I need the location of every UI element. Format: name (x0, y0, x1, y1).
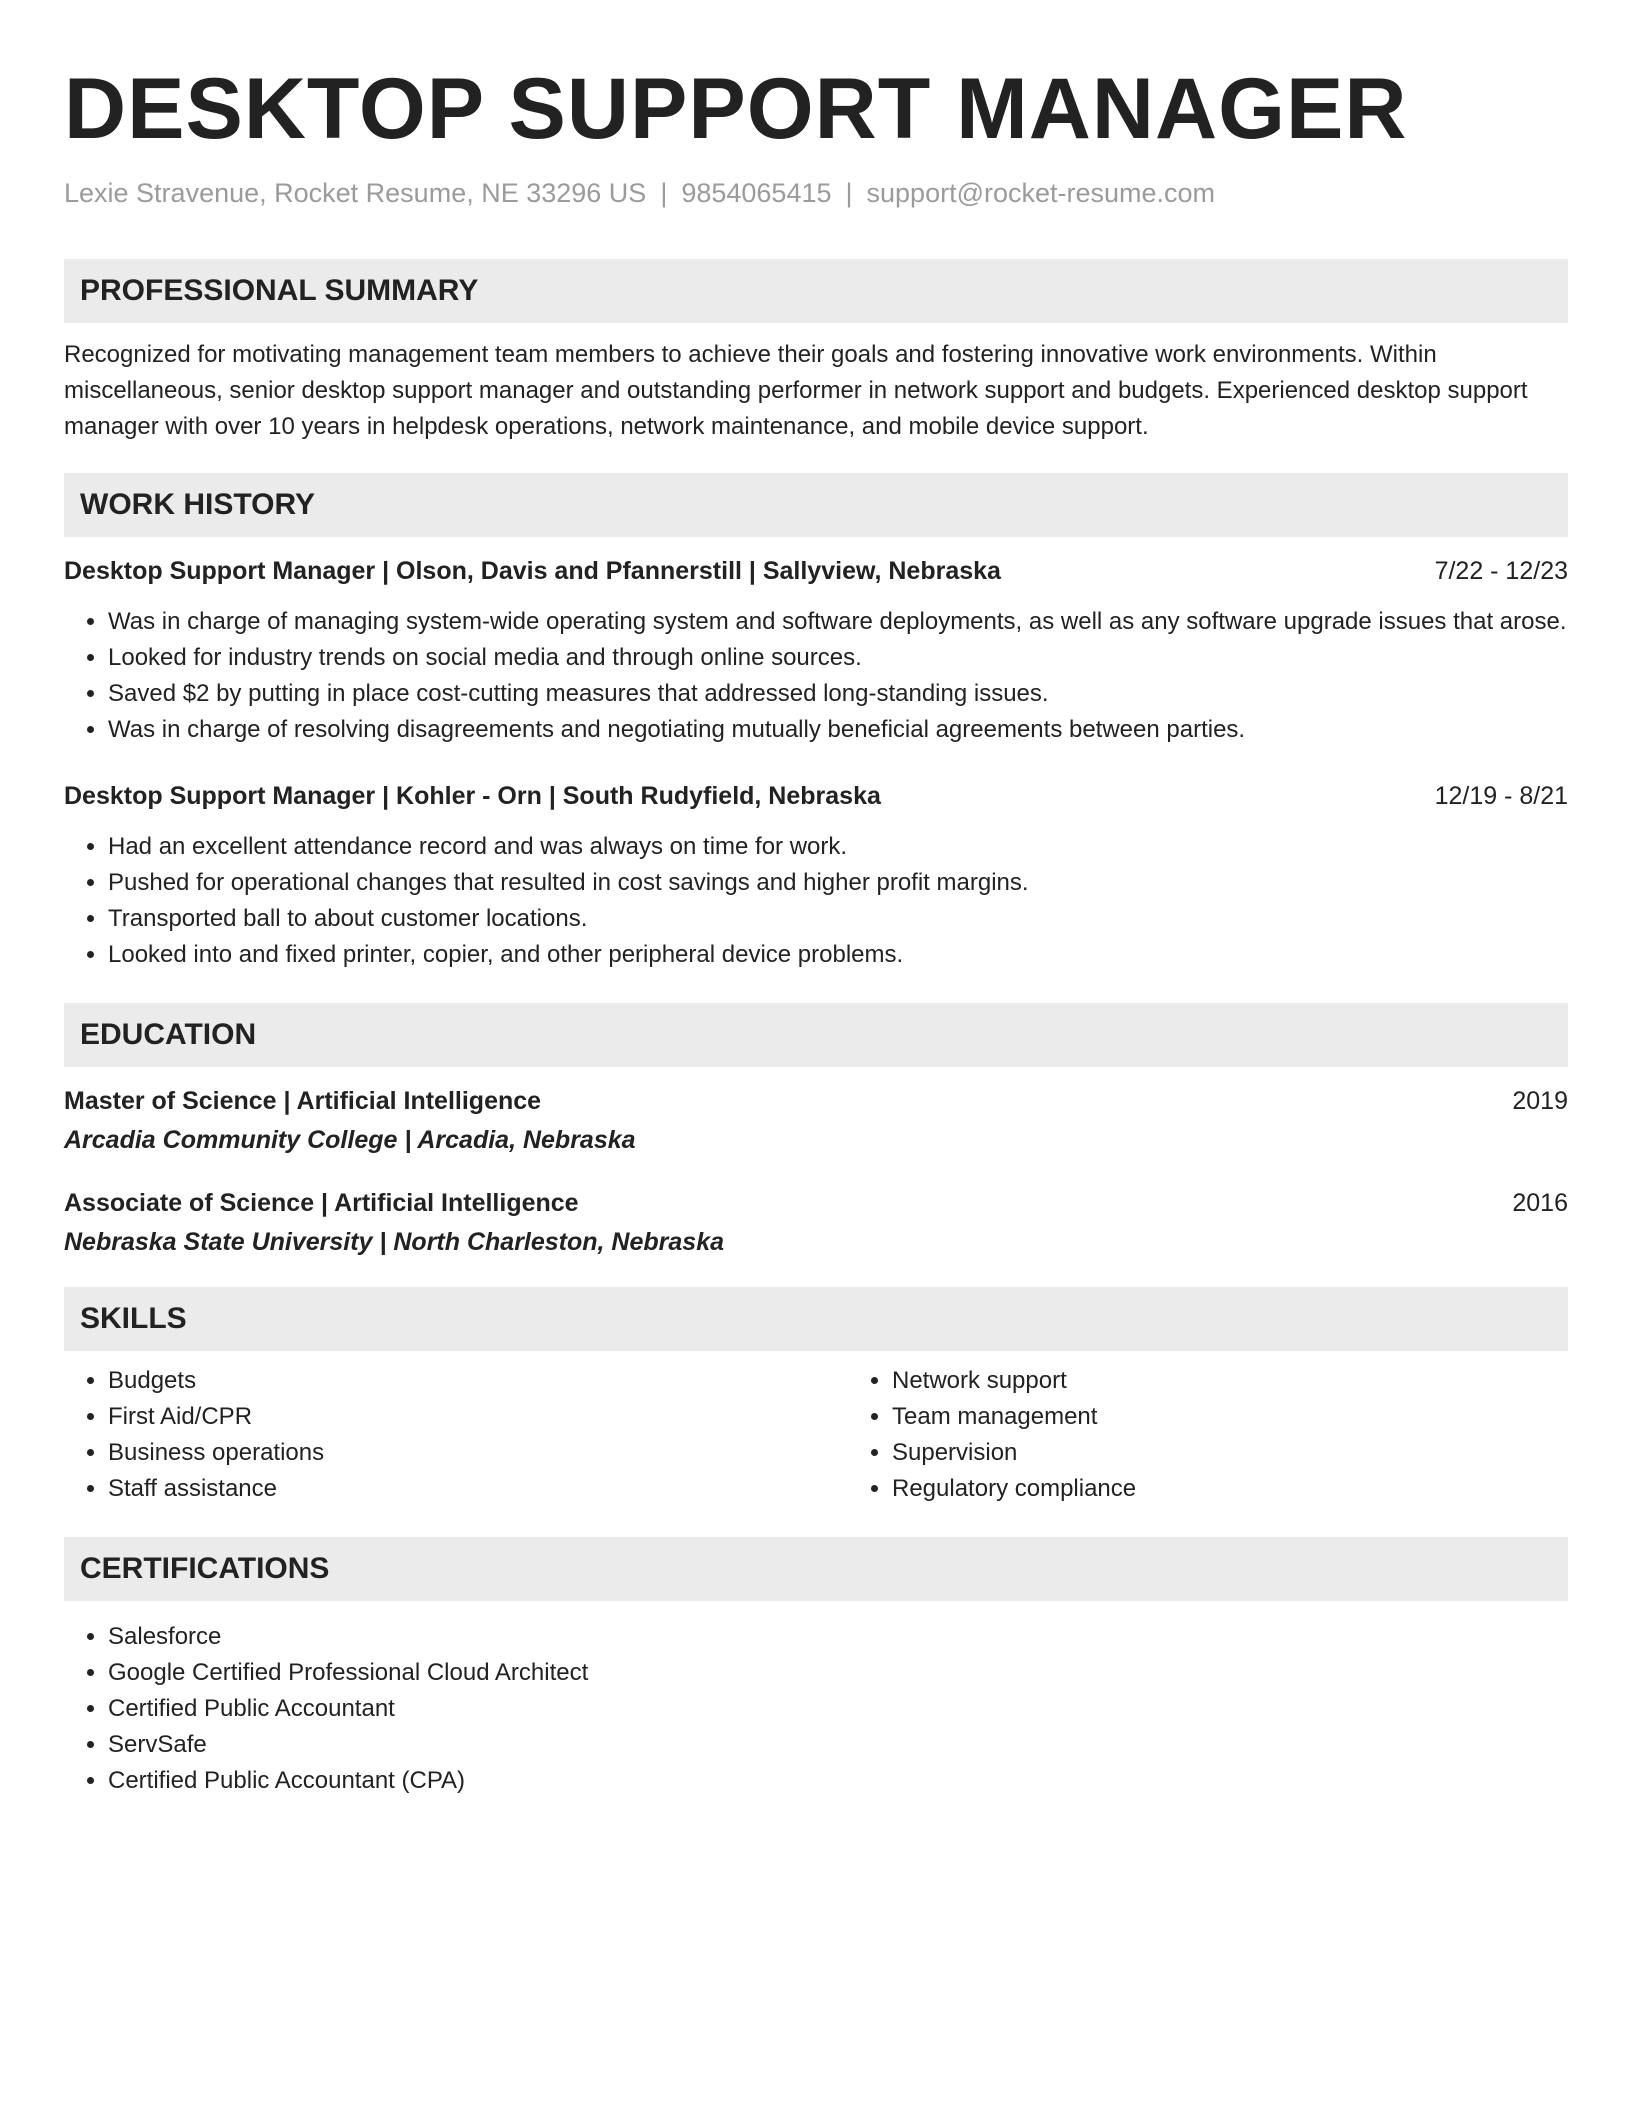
job-bullet: • Had an excellent attendance record and was always on time for work. (108, 829, 1568, 865)
contact-separator: | (845, 178, 853, 208)
summary-text: Recognized for motivating management team members to achieve their goals and fostering innovative work environments. Within miscellaneous, senior desktop support manager and outstanding performer in network support and budgets. Experienced desktop support manager with over 10 years in helpdesk operations, network maintenance, and mobile device support. (64, 341, 1528, 440)
skills-columns (64, 1351, 1568, 1507)
job-title: Desktop Support Manager | Olson, Davis and Pfannerstill | Sallyview, Nebraska (64, 557, 1001, 585)
job-bullet: • Looked into and fixed printer, copier, and other peripheral device problems. (108, 937, 1568, 973)
skill-item: • Business operations (108, 1435, 848, 1471)
education-degree: Master of Science | Artificial Intelligence (64, 1087, 542, 1115)
job-bullet: • Was in charge of managing system-wide operating system and software deployments, as well as any software upgrade issues that arose. (108, 604, 1568, 640)
certification-item: • Google Certified Professional Cloud Architect (108, 1655, 1568, 1691)
job-header (64, 557, 1568, 586)
job-dates: 12/19 - 8/21 (1434, 782, 1568, 810)
skill-item: • Staff assistance (108, 1471, 848, 1507)
resume-title: DESKTOP SUPPORT MANAGER (64, 61, 1408, 157)
job-bullet: • Transported ball to about customer locations. (108, 901, 1568, 937)
education-header (64, 1087, 1568, 1116)
job-bullet: • Saved $2 by putting in place cost-cutting measures that addressed long-standing issues. (108, 676, 1568, 712)
certification-item: • Certified Public Accountant (108, 1691, 1568, 1727)
certifications-list (64, 1619, 1568, 1799)
education-school: Nebraska State University | North Charleston, Nebraska (64, 1228, 725, 1256)
section-heading-summary: PROFESSIONAL SUMMARY (64, 259, 1568, 323)
skill-item: • First Aid/CPR (108, 1399, 848, 1435)
education-header (64, 1189, 1568, 1218)
skill-item: • Budgets (108, 1363, 848, 1399)
certification-item: • Certified Public Accountant (CPA) (108, 1763, 1568, 1799)
skill-item: • Network support (892, 1363, 1632, 1399)
certification-item: • ServSafe (108, 1727, 1568, 1763)
education-year: 2019 (1512, 1087, 1568, 1115)
job-bullet: • Pushed for operational changes that resulted in cost savings and higher profit margins. (108, 865, 1568, 901)
skills-list-left (64, 1363, 848, 1507)
section-heading-skills: SKILLS (64, 1287, 1568, 1351)
job-header (64, 782, 1568, 811)
skill-item: • Supervision (892, 1435, 1632, 1471)
job-bullets (64, 829, 1568, 973)
section-heading-work-history: WORK HISTORY (64, 473, 1568, 537)
contact-email: support@rocket-resume.com (866, 178, 1216, 208)
job-bullets (64, 604, 1568, 748)
job-title: Desktop Support Manager | Kohler - Orn | South Rudyfield, Nebraska (64, 782, 881, 810)
education-entry (64, 1087, 1568, 1155)
job-entry (64, 782, 1568, 973)
section-heading-certifications: CERTIFICATIONS (64, 1537, 1568, 1601)
skill-item: • Regulatory compliance (892, 1471, 1632, 1507)
skills-list-right (848, 1363, 1632, 1507)
skill-item: • Team management (892, 1399, 1632, 1435)
contact-address: Lexie Stravenue, Rocket Resume, NE 33296 US (64, 178, 647, 208)
education-degree: Associate of Science | Artificial Intelligence (64, 1189, 579, 1217)
contact-separator: | (660, 178, 668, 208)
job-bullet: • Was in charge of resolving disagreements and negotiating mutually beneficial agreements between parties. (108, 712, 1568, 748)
education-entry (64, 1189, 1568, 1257)
job-bullet: • Looked for industry trends on social media and through online sources. (108, 640, 1568, 676)
job-entry (64, 557, 1568, 748)
section-heading-education: EDUCATION (64, 1003, 1568, 1067)
contact-phone: 9854065415 (681, 178, 832, 208)
contact-line (64, 178, 1568, 209)
job-dates: 7/22 - 12/23 (1434, 557, 1568, 585)
certification-item: • Salesforce (108, 1619, 1568, 1655)
education-school: Arcadia Community College | Arcadia, Nebraska (64, 1126, 636, 1154)
education-year: 2016 (1512, 1189, 1568, 1217)
